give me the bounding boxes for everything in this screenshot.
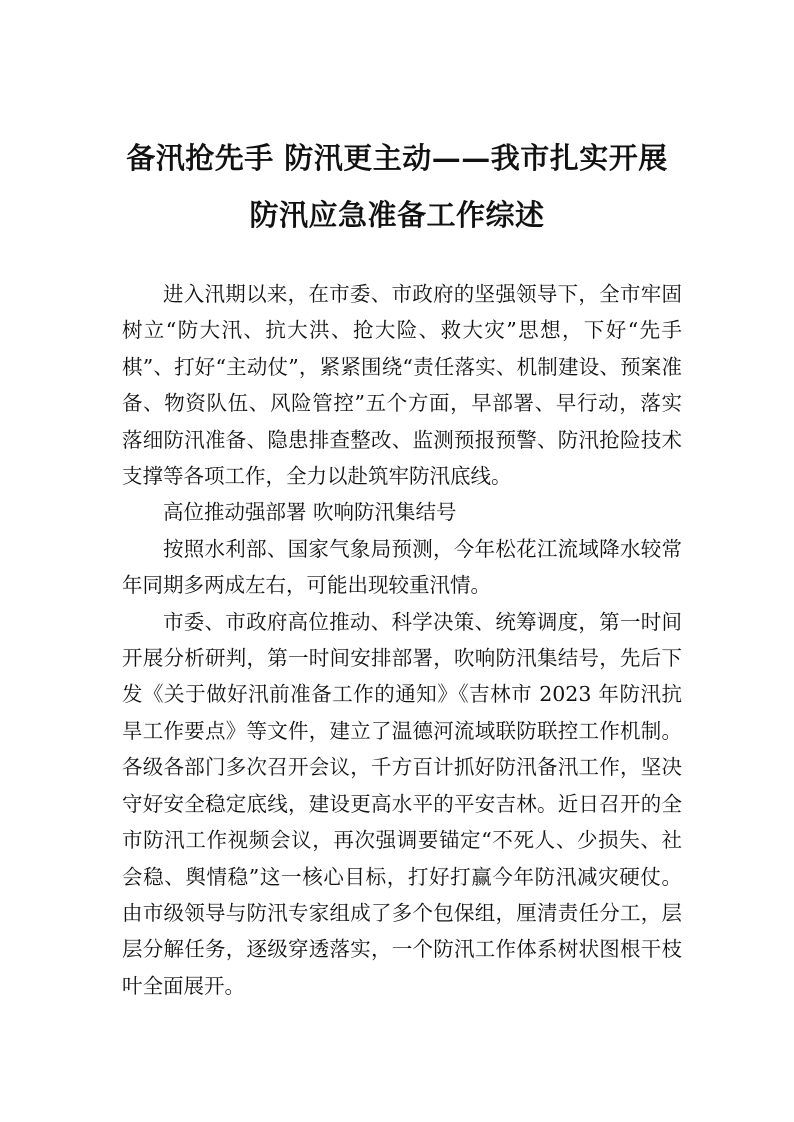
document-title-line-1: 备汛抢先手 防汛更主动——我市扎实开展 <box>126 141 668 175</box>
paragraph-deployment: 市委、市政府高位推动、科学决策、统筹调度，第一时间开展分析研判，第一时间安排部署，吹响防汛集结号，先后下发《关于做好汛前准备工作的通知》《吉林市 2023 年防汛抗旱工作要点》等文件，建立了温德河流域联防联控工作机制。各级各部门多次召开会议，千方百计抓好防汛备汛工作，坚决守好安全稳定底线，建设更高水平的平安吉林。近日召开的全市防汛工作视频会议，再次强调要锚定“不死人、少损失、社会稳、舆情稳”这一核心目标，打好打赢今年防汛减灾硬仗。由市级领导与防汛专家组成了多个包保组，厘清责任分工，层层分解任务，逐级穿透落实，一个防汛工作体系树状图根干枝叶全面展开。 <box>122 609 682 998</box>
paragraph-forecast: 按照水利部、国家气象局预测，今年松花江流域降水较常年同期多两成左右，可能出现较重汛情。 <box>122 536 682 598</box>
document-body <box>122 276 682 1004</box>
paragraph-intro: 进入汛期以来，在市委、市政府的坚强领导下，全市牢固树立“防大汛、抗大洪、抢大险、救大灾”思想，下好“先手棋”、打好“主动仗”，紧紧围绕“责任落实、机制建设、预案准备、物资队伍、风险管控”五个方面，早部署、早行动，落实落细防汛准备、隐患排查整改、监测预报预警、防汛抢险技术支撑等各项工作，全力以赴筑牢防汛底线。 <box>122 282 682 489</box>
section-heading: 高位推动强部署 吹响防汛集结号 <box>163 500 457 525</box>
document-title-line-2: 防汛应急准备工作综述 <box>249 198 545 232</box>
